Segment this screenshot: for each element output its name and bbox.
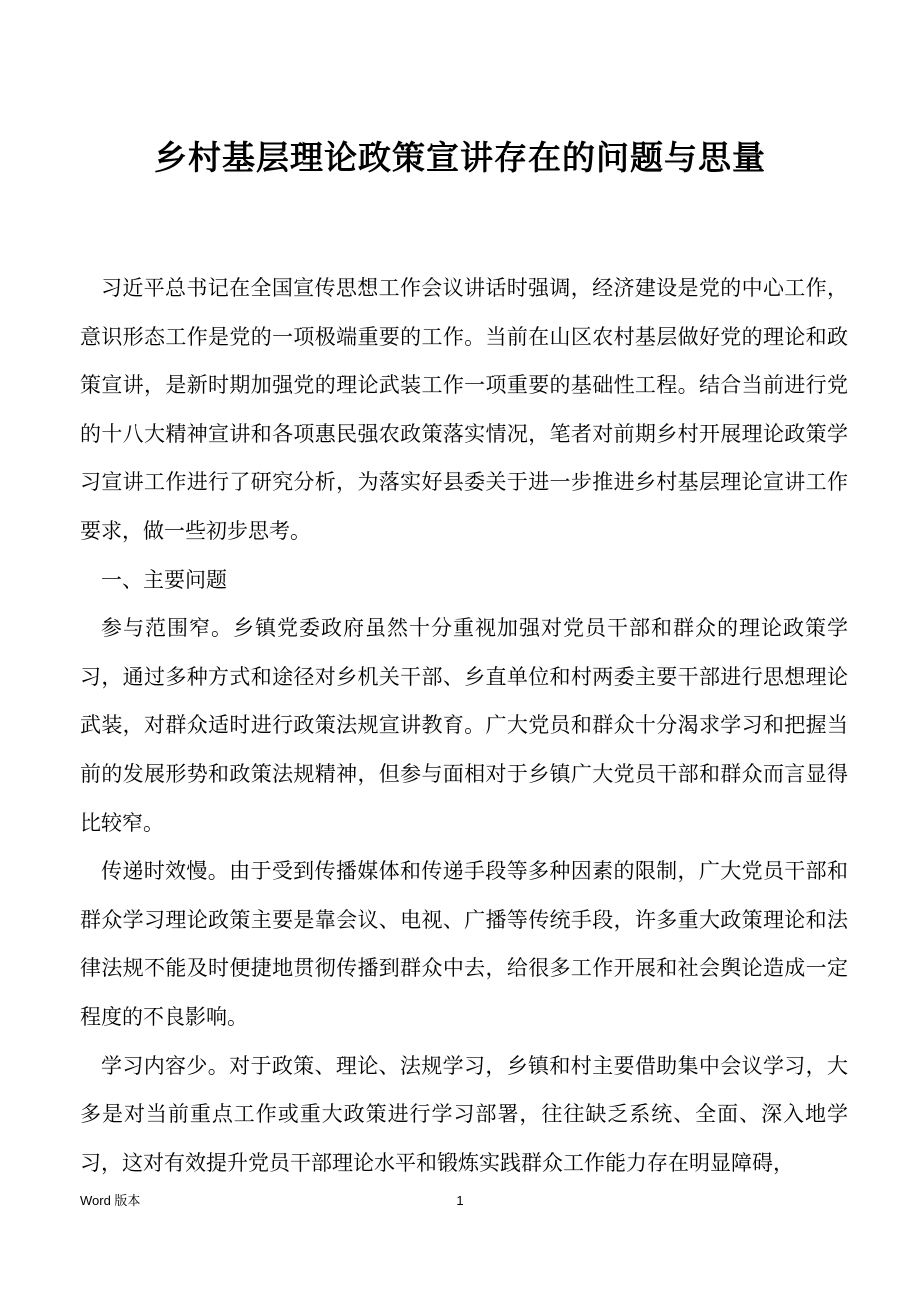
paragraph-slow-transmission: 传递时效慢。由于受到传播媒体和传递手段等多种因素的限制，广大党员干部和群众学习理论政策主要是靠会议、电视、广播等传统手段，许多重大政策理论和法律法规不能及时便捷地贯彻传播到群众中去，给很多工作开展和社会舆论造成一定程度的不良影响。 <box>80 859 848 1029</box>
section-heading-main-issues: 一、主要问题 <box>101 567 227 592</box>
footer-page-number: 1 <box>456 1193 464 1208</box>
footer-version-label: Word 版本 <box>80 1193 141 1208</box>
document-body <box>80 264 848 1187</box>
paragraph-narrow-participation: 参与范围窄。乡镇党委政府虽然十分重视加强对党员干部和群众的理论政策学习，通过多种方式和途径对乡机关干部、乡直单位和村两委主要干部进行思想理论武装，对群众适时进行政策法规宣讲教育。广大党员和群众十分渴求学习和把握当前的发展形势和政策法规精神，但参与面相对于乡镇广大党员干部和群众而言显得比较窄。 <box>80 616 848 835</box>
document-title: 乡村基层理论政策宣讲存在的问题与思量 <box>154 138 766 177</box>
paragraph-limited-content: 学习内容少。对于政策、理论、法规学习，乡镇和村主要借助集中会议学习，大多是对当前重点工作或重大政策进行学习部署，往往缺乏系统、全面、深入地学习，这对有效提升党员干部理论水平和锻炼实践群众工作能力存在明显障碍， <box>80 1053 848 1175</box>
paragraph-intro: 习近平总书记在全国宣传思想工作会议讲话时强调，经济建设是党的中心工作，意识形态工作是党的一项极端重要的工作。当前在山区农村基层做好党的理论和政策宣讲，是新时期加强党的理论武装工作一项重要的基础性工程。结合当前进行党的十八大精神宣讲和各项惠民强农政策落实情况，笔者对前期乡村开展理论政策学习宣讲工作进行了研究分析，为落实好县委关于进一步推进乡村基层理论宣讲工作要求，做一些初步思考。 <box>80 276 848 543</box>
